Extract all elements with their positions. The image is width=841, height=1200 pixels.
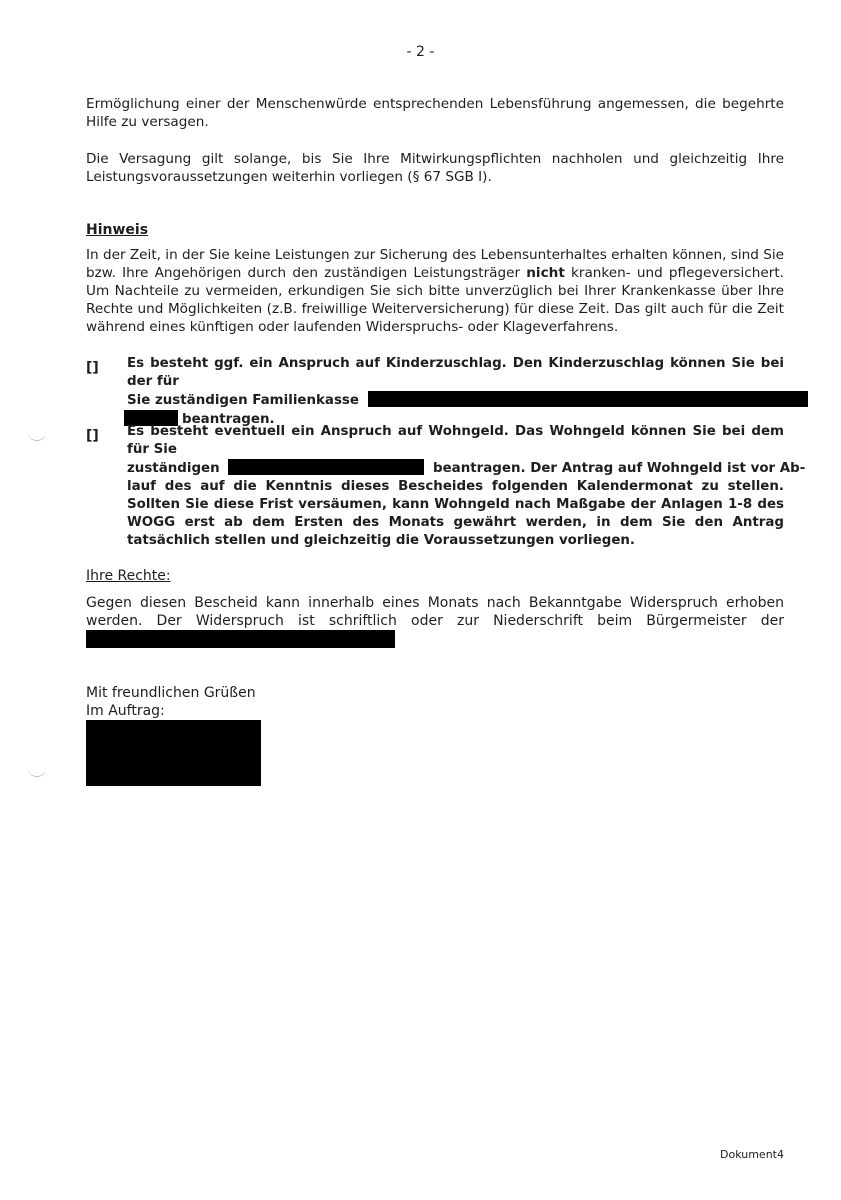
wohngeld-line2 (127, 459, 806, 478)
paragraph-versagung-begruendung: Ermöglichung einer der Menschenwürde entsprechenden Lebensführung angemessen, die begehrte Hilfe zu versagen. (86, 96, 784, 130)
paragraph-versagung-dauer: Die Versagung gilt solange, bis Sie Ihre Mitwirkungspflichten nachholen und gleichzeitig Ihre Leistungsvoraussetzungen weiterhin vorliegen (§ 67 SGB I). (86, 151, 784, 185)
kinderzuschlag-beantragen: beantragen. (182, 412, 275, 427)
footer-document-name: Dokument4 (720, 1148, 784, 1161)
punch-hole-mark (28, 766, 46, 777)
hinweis-text-end: kranken- und pflegeversichert. Um Nachteile zu vermeiden, erkundigen Sie sich bitte unverzüglich bei Ihrer Krankenkasse über Ihre Rechte und Möglichkeiten (z.B. freiwillige Weiterversicherung) für diese Zeit. Das gilt auch für die Zeit während eines künftigen oder laufenden Widerspruchs- oder Klageverfahrens. (86, 265, 784, 335)
redacted-address (86, 630, 395, 648)
wohngeld-line2-end: beantragen. Der Antrag auf Wohngeld ist vor Ab- (433, 461, 806, 476)
hinweis-text-start: In der Zeit, in der Sie keine Leistungen zur Sicherung des Lebensunterhaltes erhalten können, sind Sie bzw. Ihre Angehörigen durch den zuständigen Leistungsträger (86, 247, 784, 281)
kinderzuschlag-line2 (127, 391, 784, 410)
redacted-wohngeldstelle (228, 459, 424, 475)
wohngeld-rest: lauf des auf die Kenntnis dieses Bescheides folgenden Kalendermonat zu stellen. Sollten Sie diese Frist versäumen, kann Wohngeld nach Maßgabe der Anlagen 1-8 des WOGG erst ab dem Ersten des Monats gewährt werden, in dem Sie den Antrag tatsächlich stellen und gleichzeitig die Voraussetzungen vorliegen. (127, 479, 784, 548)
redacted-familienkasse (368, 391, 808, 407)
punch-hole-mark (28, 430, 46, 441)
wohngeld-block (127, 423, 806, 550)
wohngeld-checkbox[interactable]: [] (86, 428, 99, 444)
rechte-heading: Ihre Rechte: (86, 568, 171, 584)
kinderzuschlag-block (127, 355, 784, 429)
wohngeld-line1: Es besteht eventuell ein Anspruch auf Wohngeld. Das Wohngeld können Sie bei dem für Sie (127, 424, 784, 457)
wohngeld-line2-start: zuständigen (127, 461, 220, 476)
hinweis-bold-word: nicht (526, 265, 565, 281)
kinderzuschlag-checkbox[interactable]: [] (86, 360, 99, 376)
hinweis-heading: Hinweis (86, 222, 149, 238)
redacted-signature (86, 720, 261, 786)
rechte-text: Gegen diesen Bescheid kann innerhalb eines Monats nach Bekanntgabe Widerspruch erhoben werden. Der Widerspruch ist schriftlich oder zur Niederschrift beim Bürgermeister der (86, 595, 784, 629)
closing-greeting: Mit freundlichen Grüßen (86, 685, 256, 701)
hinweis-paragraph (86, 246, 784, 336)
page-number: - 2 - (406, 44, 435, 60)
closing-im-auftrag: Im Auftrag: (86, 703, 165, 719)
kinderzuschlag-line1: Es besteht ggf. ein Anspruch auf Kinderzuschlag. Den Kinderzuschlag können Sie bei der für (127, 356, 784, 389)
kinderzuschlag-line2-text: Sie zuständigen Familienkasse (127, 393, 359, 408)
